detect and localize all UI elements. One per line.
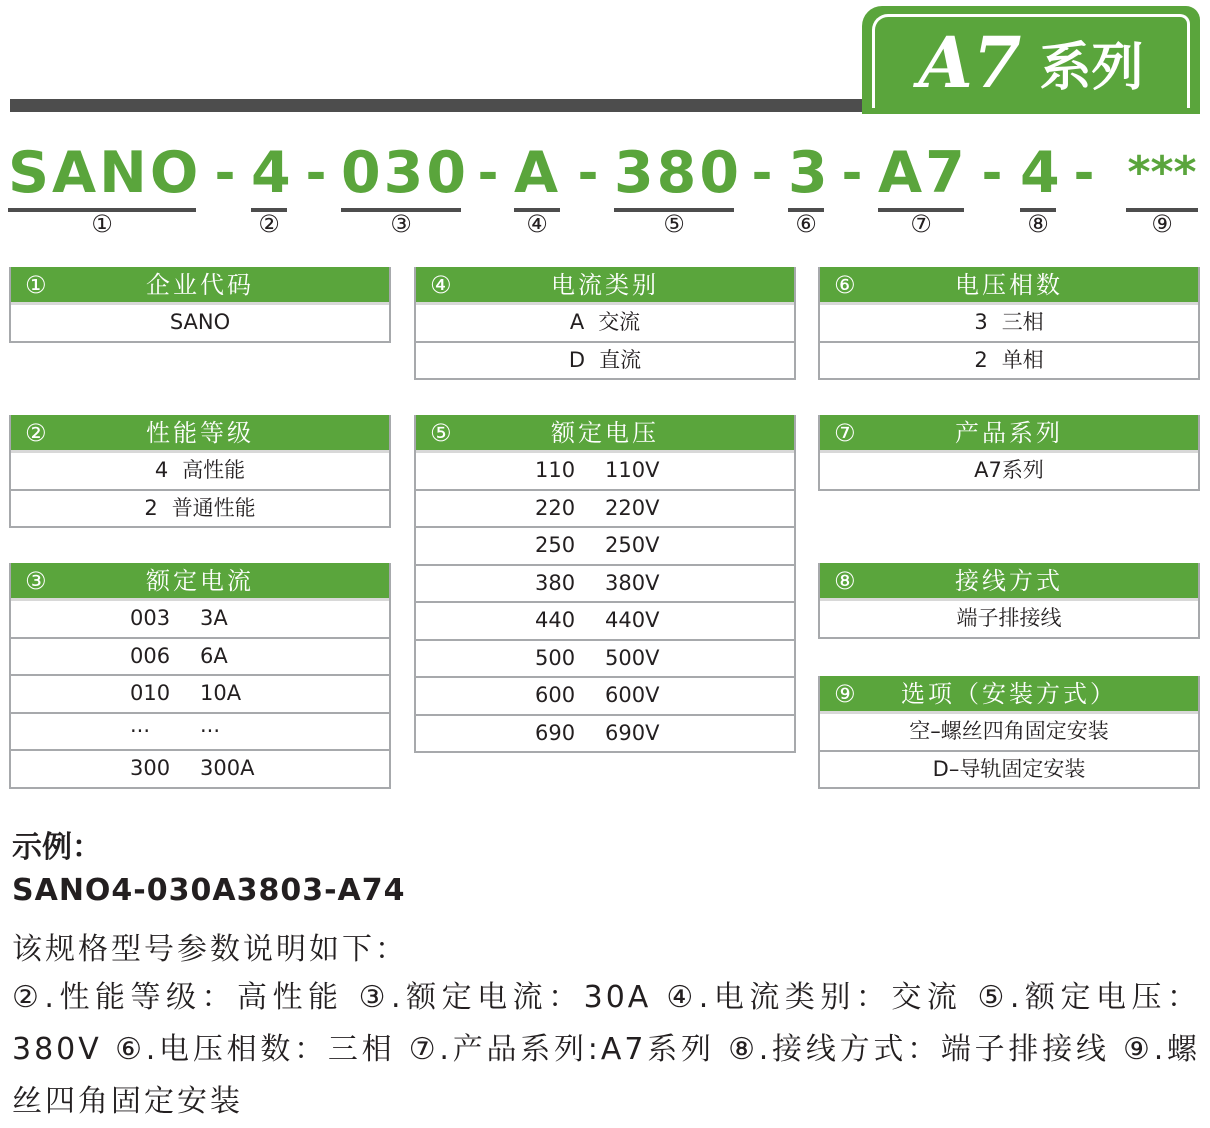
table-number: ③ — [25, 567, 47, 595]
table-row — [820, 714, 1198, 752]
table-title: 接线方式 — [955, 567, 1063, 595]
code-segment-2: 4 — [251, 138, 287, 212]
table-header — [820, 676, 1198, 714]
code-marker-6: ⑥ — [795, 210, 817, 238]
code-marker-7: ⑦ — [910, 210, 932, 238]
table-header — [820, 563, 1198, 601]
cell-code: 110 — [535, 458, 576, 482]
table-rated-current — [9, 563, 391, 789]
code-segment-1: SANO — [8, 138, 196, 212]
table-row — [416, 566, 794, 604]
cell-desc: 250V — [605, 533, 660, 557]
table-title: 额定电流 — [146, 567, 254, 595]
code-marker-5: ⑤ — [663, 210, 685, 238]
cell-desc: 普通性能 — [171, 495, 256, 520]
cell-desc: 10A — [200, 681, 242, 705]
table-header — [11, 563, 389, 601]
cell-desc: 高性能 — [182, 458, 246, 482]
table-row — [11, 453, 389, 491]
code-dash: - — [751, 144, 773, 202]
cell: A7系列 — [974, 458, 1044, 482]
code-segment-8: 4 — [1020, 138, 1056, 212]
table-title: 额定电压 — [551, 419, 659, 447]
table-number: ② — [25, 419, 47, 447]
table-row — [11, 601, 389, 639]
table-row — [820, 305, 1198, 343]
code-dash: - — [305, 144, 327, 202]
cell-desc: 单相 — [1001, 347, 1044, 372]
cell-code: 300 — [130, 756, 171, 780]
code-marker-3: ③ — [390, 210, 412, 238]
code-marker-1: ① — [91, 210, 113, 238]
code-marker-9: ⑨ — [1151, 210, 1173, 238]
table-row — [416, 528, 794, 566]
series-model: A7 — [918, 20, 1022, 104]
cell-desc: 600V — [605, 683, 660, 707]
cell-code: 006 — [130, 643, 171, 668]
table-phase-count — [818, 267, 1200, 380]
table-rated-voltage — [414, 415, 796, 753]
cell-desc: 直流 — [599, 347, 642, 372]
cell-code: 250 — [535, 533, 576, 557]
example-model-code: SANO4-030A3803-A74 — [12, 873, 406, 908]
table-row — [11, 714, 389, 752]
code-dash: - — [841, 144, 863, 202]
table-row — [416, 678, 794, 716]
table-header — [416, 267, 794, 305]
cell-code: A — [569, 310, 585, 334]
cell: 空–螺丝四角固定安装 — [909, 719, 1109, 743]
table-row — [820, 601, 1198, 639]
table-wiring-method — [818, 563, 1200, 639]
code-segment-6: 3 — [788, 138, 824, 212]
cell-desc: ··· — [200, 718, 221, 743]
code-segment-3: 030 — [341, 138, 461, 212]
cell-code: ··· — [130, 718, 151, 743]
cell-desc: 3A — [200, 606, 228, 630]
code-segment-5: 380 — [614, 138, 734, 212]
table-product-series — [818, 415, 1200, 491]
table-row — [11, 305, 389, 343]
cell-desc: 三相 — [1001, 310, 1044, 334]
table-title: 性能等级 — [146, 419, 254, 447]
code-dash: - — [981, 144, 1003, 202]
table-number: ① — [25, 271, 47, 299]
table-title: 企业代码 — [146, 271, 254, 299]
table-title: 电压相数 — [955, 271, 1063, 299]
cell-code: D — [568, 347, 586, 372]
table-row — [416, 453, 794, 491]
table-header — [11, 267, 389, 305]
cell: D–导轨固定安装 — [932, 756, 1086, 781]
code-segment-4: A — [514, 138, 560, 212]
table-number: ⑧ — [834, 567, 856, 595]
cell-code: 220 — [535, 495, 576, 520]
example-heading: 示例： — [12, 830, 102, 865]
table-number: ⑦ — [834, 419, 856, 447]
header-bar — [10, 99, 880, 112]
series-tab-label — [872, 14, 1190, 108]
cell-code: 4 — [154, 458, 169, 482]
cell-code: 010 — [130, 681, 171, 705]
cell-code: 600 — [535, 683, 576, 707]
table-number: ⑤ — [430, 419, 452, 447]
table-row — [416, 716, 794, 754]
cell-code: 2 — [974, 347, 988, 372]
table-mounting-option — [818, 676, 1200, 789]
table-header — [820, 267, 1198, 305]
cell-code: 380 — [535, 570, 576, 595]
cell-code: 2 — [144, 495, 158, 520]
table-title: 产品系列 — [955, 419, 1063, 447]
code-marker-2: ② — [258, 210, 280, 238]
cell-desc: 交流 — [598, 310, 641, 334]
table-row — [11, 491, 389, 529]
code-dash: - — [477, 144, 499, 202]
table-row — [820, 343, 1198, 381]
table-title: 选项（安装方式） — [901, 680, 1117, 708]
cell-desc: 690V — [605, 720, 660, 745]
code-marker-4: ④ — [526, 210, 548, 238]
cell-desc: 500V — [605, 645, 660, 670]
table-number: ⑥ — [834, 271, 856, 299]
table-enterprise-code — [9, 267, 391, 343]
cell-code: 500 — [535, 645, 576, 670]
cell-desc: 6A — [200, 643, 228, 668]
table-header — [11, 415, 389, 453]
table-row — [416, 305, 794, 343]
table-header — [416, 415, 794, 453]
table-row — [820, 453, 1198, 491]
cell: SANO — [169, 310, 231, 334]
table-row — [11, 676, 389, 714]
table-row — [416, 603, 794, 641]
cell-desc: 220V — [605, 495, 660, 520]
table-row — [416, 641, 794, 679]
code-dash: - — [577, 144, 599, 202]
table-header — [820, 415, 1198, 453]
cell: 端子排接线 — [956, 606, 1062, 630]
code-segment-9: *** — [1126, 138, 1198, 212]
code-segment-7: A7 — [878, 138, 964, 212]
table-current-type — [414, 267, 796, 380]
cell-code: 440 — [535, 608, 576, 632]
table-row — [416, 491, 794, 529]
cell-code: 3 — [974, 310, 988, 334]
cell-desc: 110V — [605, 458, 660, 482]
table-performance-grade — [9, 415, 391, 528]
cell-desc: 440V — [605, 608, 660, 632]
table-title: 电流类别 — [551, 271, 659, 299]
table-number: ④ — [430, 271, 452, 299]
cell-code: 690 — [535, 720, 576, 745]
example-intro: 该规格型号参数说明如下： — [12, 932, 408, 967]
cell-code: 003 — [130, 606, 171, 630]
code-dash: - — [1073, 144, 1095, 202]
cell-desc: 300A — [200, 756, 255, 780]
table-row — [11, 639, 389, 677]
series-word: 系列 — [1039, 38, 1144, 98]
code-marker-8: ⑧ — [1027, 210, 1049, 238]
example-explanation: ②.性能等级：高性能 ③.额定电流：30A ④.电流类别：交流 ⑤.额定电压：380V ⑥.电压相数：三相 ⑦.产品系列:A7系列 ⑧.接线方式：端子排接线 ⑨.螺丝四角固定安装 — [12, 980, 1200, 1119]
table-number: ⑨ — [834, 680, 856, 708]
code-dash: - — [214, 144, 236, 202]
table-row — [11, 751, 389, 789]
table-row — [820, 752, 1198, 790]
table-row — [416, 343, 794, 381]
cell-desc: 380V — [605, 570, 660, 595]
